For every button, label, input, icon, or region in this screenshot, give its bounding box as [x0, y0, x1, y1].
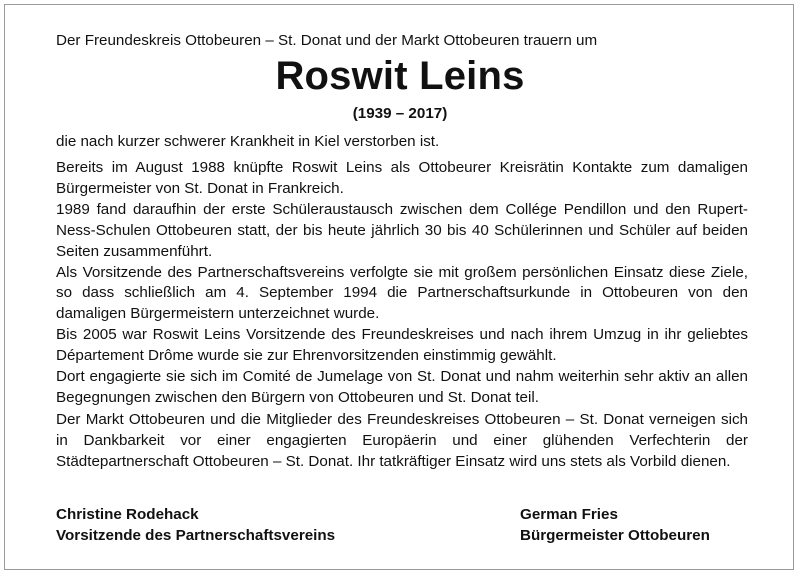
signature-role: Vorsitzende des Partnerschaftsvereins [56, 526, 336, 544]
signature-role: Bürgermeister Ottobeuren [520, 526, 710, 544]
signature-right [520, 505, 710, 547]
biography-paragraph: 1989 fand daraufhin der erste Schüleraustausch zwischen dem Collége Pendillon und den Rupert-Ness-Schulen Ottobeuren statt, der bis heute jährlich 30 bis 40 Schülerinnen und Schüler auf beiden Seiten zusammenführt. [56, 200, 748, 260]
life-dates: (1939 – 2017) [352, 105, 448, 122]
biography [56, 158, 748, 409]
intro-line: Der Freundeskreis Ottobeuren – St. Donat und der Markt Ottobeuren trauern um [56, 32, 598, 49]
biography-paragraph: Bereits im August 1988 knüpfte Roswit Leins als Ottobeurer Kreisrätin Kontakte zum damaligen Bürgermeister von St. Donat in Frankreich. [56, 159, 748, 197]
biography-paragraph: Bis 2005 war Roswit Leins Vorsitzende des Freundeskreises und nach ihrem Umzug in ihr geliebtes Département Drôme wurde sie zur Ehrenvorsitzenden einstimmig gewählt. [56, 326, 748, 365]
signature-name: Christine Rodehack [56, 506, 199, 523]
death-line: die nach kurzer schwerer Krankheit in Kiel verstorben ist. [56, 133, 440, 150]
deceased-name: Roswit Leins [275, 54, 525, 98]
tribute-paragraph: Der Markt Ottobeuren und die Mitglieder des Freundeskreises Ottobeuren – St. Donat verneigen sich in Dankbarkeit vor einer engagierten Europäerin und einer glühenden Verfechterin der Städtepartnerschaft Ottobeuren – St. Donat. Ihr tatkräftiger Einsatz wird uns stets als Vorbild dienen. [56, 411, 748, 470]
signature-left [56, 505, 335, 547]
biography-paragraph: Dort engagierte sie sich im Comité de Jumelage von St. Donat und nahm weiterhin sehr aktiv an allen Begegnungen zwischen den Bürgern von Ottobeuren und St. Donat teil. [56, 368, 748, 406]
biography-paragraph: Als Vorsitzende des Partnerschaftsvereins verfolgte sie mit großem persönlichen Einsatz diese Ziele, so dass schließlich am 4. September 1994 die Partnerschaftsurkunde in Ottobeuren von den damaligen Bürgermeistern unterzeichnet wurde. [56, 263, 748, 323]
signature-name: German Fries [520, 506, 618, 523]
